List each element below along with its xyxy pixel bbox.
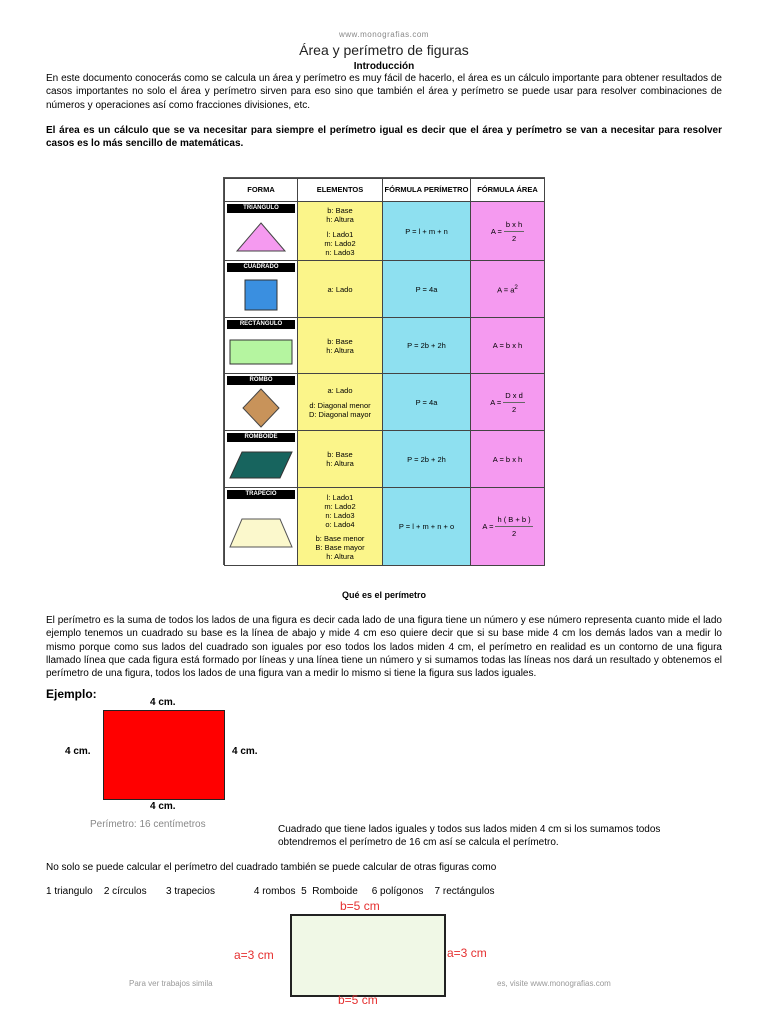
area-formula: A = b x h <box>471 318 545 374</box>
page-title: Área y perímetro de figuras <box>299 42 469 58</box>
formula-table <box>223 177 545 565</box>
perimeter-formula: P = 4a <box>383 374 471 431</box>
rect-bottom-label: b=5 cm <box>338 993 378 1007</box>
rect-left-label: a=3 cm <box>234 948 274 962</box>
site-watermark: www.monografias.com <box>339 30 429 39</box>
area-formula: A = $\frac{\text{b x h}}{2}$ <box>471 202 545 261</box>
footer-link[interactable]: es, visite www.monografias.com <box>497 979 611 988</box>
trapezoid-icon <box>228 517 294 549</box>
rhombus-icon <box>241 388 281 428</box>
area-formula: A = b x h <box>471 431 545 488</box>
example-rectangle <box>290 914 446 997</box>
elements-cell: a: Lado d: Diagonal menor D: Diagonal mayor <box>298 374 383 431</box>
shape-label: ROMBO <box>227 376 295 385</box>
table-row <box>225 261 545 318</box>
footer-left: Para ver trabajos simila <box>129 979 213 988</box>
bold-paragraph: El área es un cálculo que se va necesitar para siempre el perímetro igual es decir que el área y perímetro se van a necesitar para resolver casos es lo más sencillo de matemáticas. <box>46 125 722 150</box>
example-caption: Cuadrado que tiene lados iguales y todos sus lados miden 4 cm si los sumamos todos obtendremos el perímetro de 16 cm así se calcula el perímetro. <box>278 824 661 848</box>
elements-cell: b: Base h: Altura <box>298 431 383 488</box>
table-row <box>225 374 545 431</box>
area-formula: A = $\frac{\text{D x d}}{2}$ <box>471 374 545 431</box>
rect-right-label: a=3 cm <box>447 946 487 960</box>
perimeter-formula: P = 2b + 2h <box>383 318 471 374</box>
rhomboid-icon <box>228 450 294 480</box>
shape-label: TRIÁNGULO <box>227 204 295 213</box>
header-area: FÓRMULA ÁREA <box>471 179 545 202</box>
elements-cell: b: Base h: Altura <box>298 318 383 374</box>
perimeter-paragraph: El perímetro es la suma de todos los lados de una figura es decir cada lado de una figura tiene un número y ese número representa cuanto mide el lado ejemplo tenemos un cuadrado su base es la línea de abajo y mide 4 cm eso quiere decir que si su base mide 4 cm los demás lados van a medir lo mismo porque como sus lados del cuadrado son iguales por eso todos los lados miden 4 cm, el perímetro en realidad es un contorno de una figura llamado línea que cada figura está formado por líneas y una línea tiene un número y si sumamos todas las líneas nos dará un resultado y obtenemos el perímetro de una figura, todos los lados de una figura van a medir lo mismo si tiene la figura sus lados iguales. <box>46 615 722 680</box>
perimeter-note: Perímetro: 16 centímetros <box>90 819 206 830</box>
perimeter-formula: P = l + m + n <box>383 202 471 261</box>
square-left-label: 4 cm. <box>65 746 91 757</box>
rectangle-icon <box>228 338 294 366</box>
perimeter-formula: P = 4a <box>383 261 471 318</box>
table-row <box>225 202 545 261</box>
elements-cell: b: Base h: Altura l: Lado1 m: Lado2 n: Lado3 <box>298 202 383 261</box>
area-formula: A = $\frac{h ( B + b )}{2}$ <box>471 488 545 566</box>
intro-heading: Introducción <box>353 61 415 72</box>
perimeter-heading: Qué es el perímetro <box>341 590 427 600</box>
shape-label: RECTÁNGULO <box>227 320 295 329</box>
header-elementos: ELEMENTOS <box>298 179 383 202</box>
intro-paragraph: En este documento conocerás como se calcula un área y perímetro es muy fácil de hacerlo, el área es un cálculo importante para obtener resultados de casos importantes no solo el área y perímetro sirven para eso sino que también el área y perímetro se puede usar para resolver combinaciones de números y operaciones así como fracciones divisiones, etc. <box>46 73 722 111</box>
perimeter-formula: P = 2b + 2h <box>383 431 471 488</box>
square-bottom-label: 4 cm. <box>150 801 176 812</box>
header-forma: FORMA <box>225 179 298 202</box>
shape-label: TRAPECIO <box>227 490 295 499</box>
table-row <box>225 488 545 566</box>
shape-label: ROMBOIDE <box>227 433 295 442</box>
square-top-label: 4 cm. <box>150 697 176 708</box>
elements-cell: l: Lado1 m: Lado2 n: Lado3 o: Lado4 b: Base menor B: Base mayor h: Altura <box>298 488 383 566</box>
rect-top-label: b=5 cm <box>340 899 380 913</box>
perimeter-formula: P = l + m + n + o <box>383 488 471 566</box>
example-square <box>103 710 225 800</box>
triangle-icon <box>235 221 287 253</box>
example-label: Ejemplo: <box>46 687 97 701</box>
figure-list: 1 triangulo 2 círculos 3 trapecios 4 rombos 5 Romboide 6 polígonos 7 rectángulos <box>46 886 495 897</box>
table-row <box>225 318 545 374</box>
table-row <box>225 431 545 488</box>
square-right-label: 4 cm. <box>232 746 258 757</box>
area-formula: $A = a^2$ <box>471 261 545 318</box>
shape-label: CUADRADO <box>227 263 295 272</box>
elements-cell: a: Lado <box>298 261 383 318</box>
square-icon <box>241 279 281 311</box>
other-figures-text: No solo se puede calcular el perímetro del cuadrado también se puede calcular de otras figuras como <box>46 862 497 873</box>
header-perimetro: FÓRMULA PERÍMETRO <box>383 179 471 202</box>
